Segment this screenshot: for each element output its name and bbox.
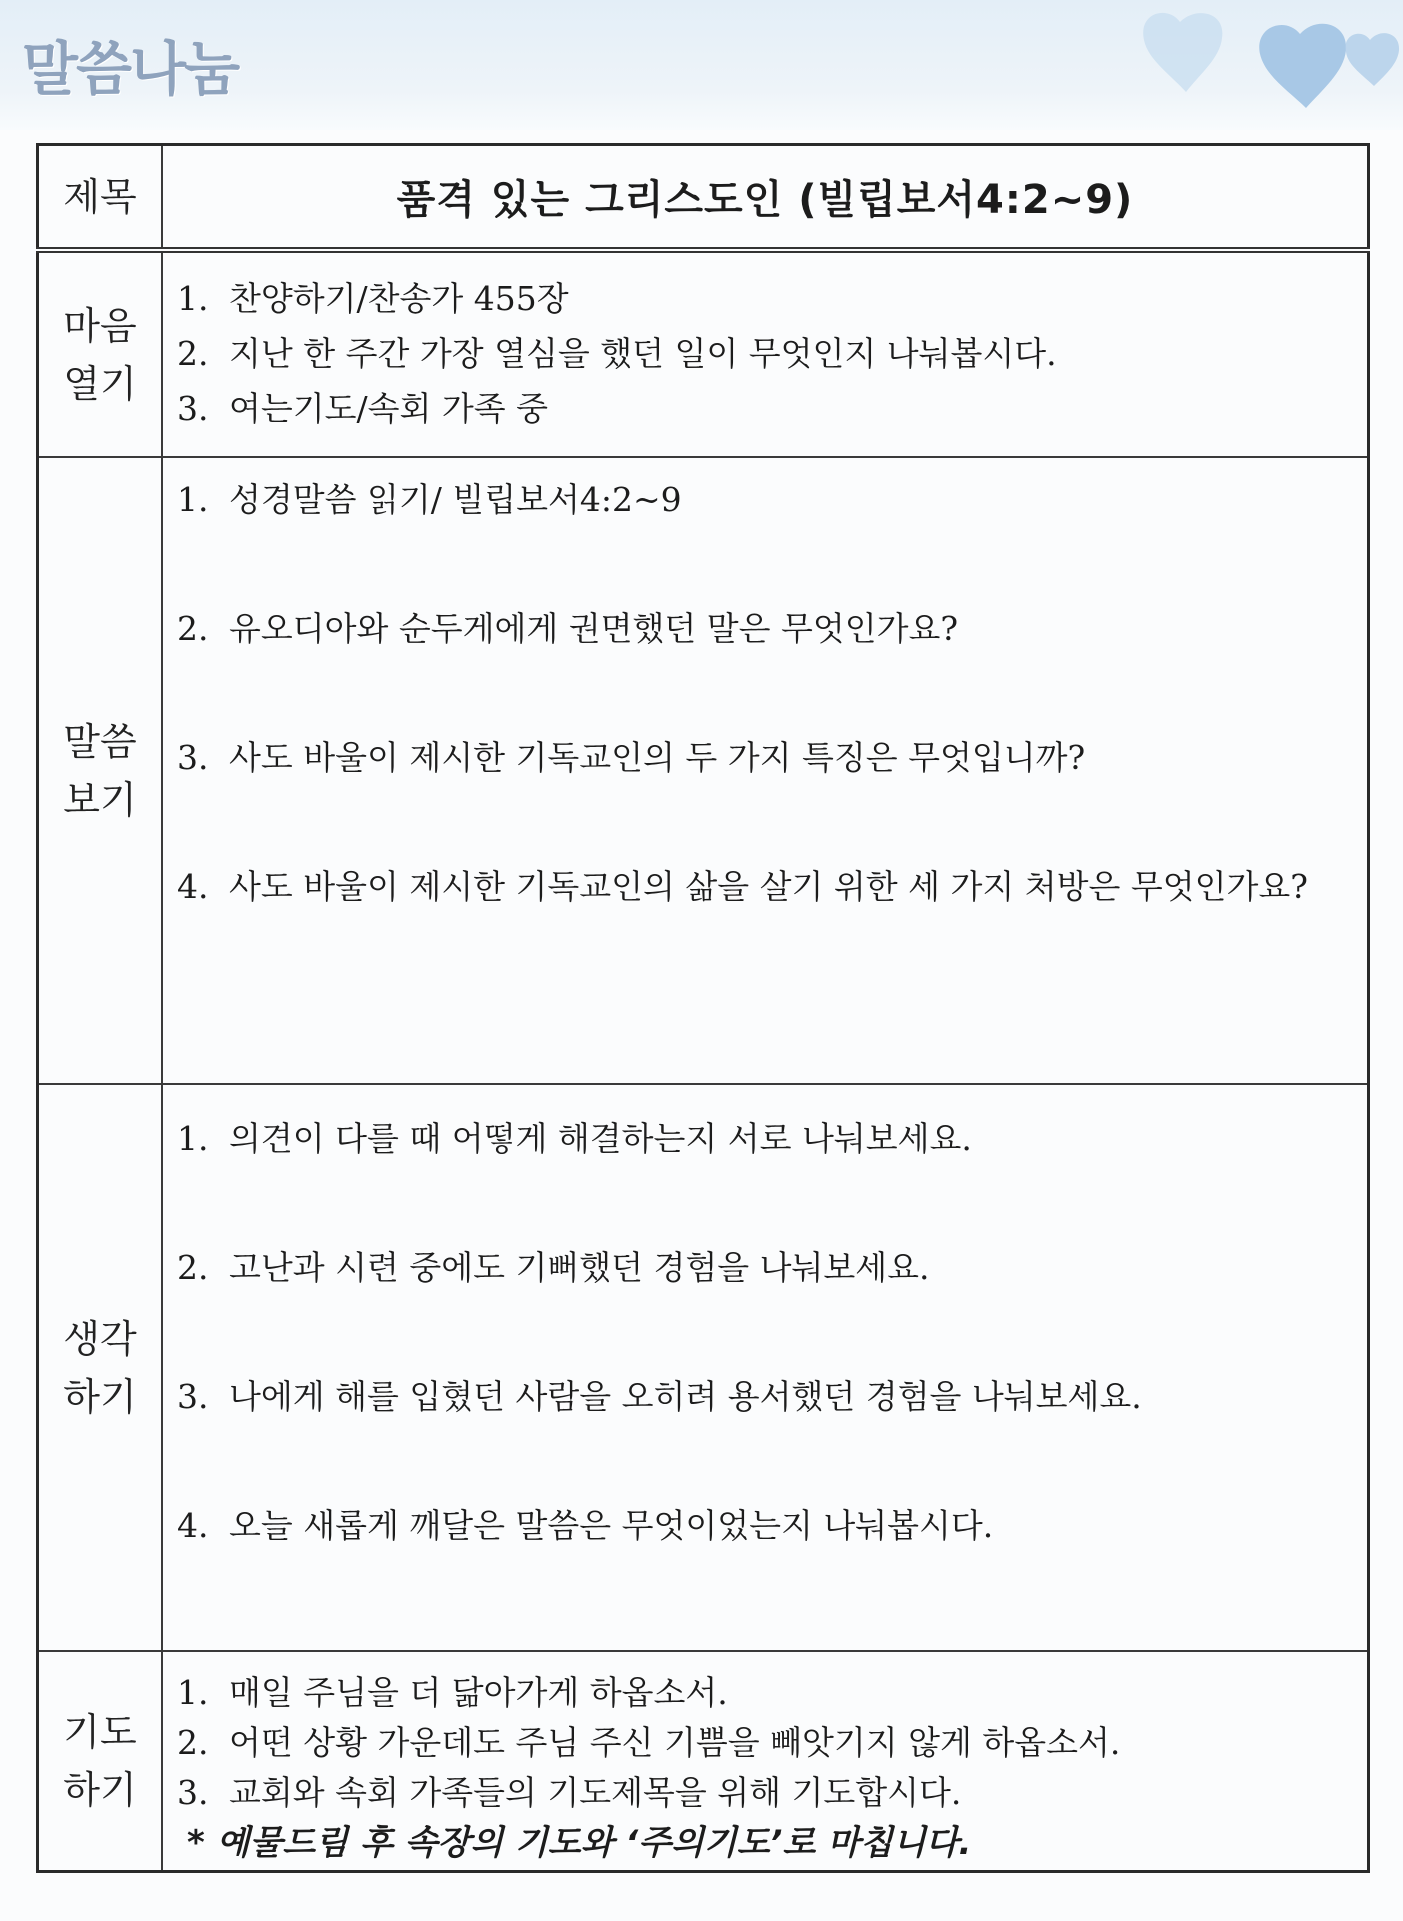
section-open-heart [38, 250, 1369, 457]
list-item [177, 1768, 1367, 1818]
section-label [38, 250, 163, 457]
title-row [38, 145, 1369, 251]
label-line: 하기 [63, 1374, 137, 1419]
item-text: 교회와 속회 가족들의 기도제목을 위해 기도합시다. [229, 1773, 962, 1812]
list-item [177, 1369, 1367, 1424]
item-number: 3. [177, 389, 209, 428]
hearts-decoration-icon [1120, 0, 1403, 130]
item-number: 4. [177, 1506, 209, 1545]
item-number: 1. [177, 1673, 209, 1712]
item-text: 오늘 새롭게 깨달은 말씀은 무엇이었는지 나눠봅시다. [229, 1506, 994, 1545]
section-content [162, 1651, 1369, 1872]
item-text: 나에게 해를 입혔던 사람을 오히려 용서했던 경험을 나눠보세요. [229, 1377, 1142, 1416]
section-prayer [38, 1651, 1369, 1872]
list-item [177, 1498, 1367, 1553]
label-line: 말씀 [63, 719, 137, 764]
list-item [177, 601, 1367, 656]
item-number: 1. [177, 480, 209, 519]
item-text: 고난과 시련 중에도 기뻐했던 경험을 나눠보세요. [229, 1248, 930, 1287]
section-content [162, 1084, 1369, 1651]
item-number: 3. [177, 1377, 209, 1416]
item-text: 사도 바울이 제시한 기독교인의 두 가지 특징은 무엇입니까? [229, 738, 1086, 777]
item-text: 어떤 상황 가운데도 주님 주신 기쁨을 빼앗기지 않게 하옵소서. [229, 1723, 1121, 1762]
item-number: 4. [177, 867, 209, 906]
list-item [177, 326, 1367, 381]
label-line: 하기 [63, 1768, 137, 1812]
label-line: 마음 [63, 303, 137, 348]
item-number: 1. [177, 1119, 209, 1158]
banner-title: 말씀나눔 [22, 35, 239, 103]
list-item [177, 271, 1367, 326]
item-text: 지난 한 주간 가장 열심을 했던 일이 무엇인지 나눠봅시다. [229, 334, 1057, 373]
section-content [162, 457, 1369, 1084]
list-item [177, 1718, 1367, 1768]
list-item [177, 1111, 1367, 1166]
section-reflect [38, 1084, 1369, 1651]
item-text: 유오디아와 순두게에게 권면했던 말은 무엇인가요? [229, 609, 959, 648]
header-banner [0, 0, 1403, 130]
sharing-table [36, 143, 1370, 1873]
item-text: 찬양하기/찬송가 455장 [229, 279, 569, 318]
section-label [38, 457, 163, 1084]
list-item [177, 472, 1367, 527]
label-line: 기도 [63, 1710, 137, 1754]
list-item [177, 1668, 1367, 1718]
item-number: 2. [177, 609, 209, 648]
item-number: 3. [177, 738, 209, 777]
list-item [177, 1240, 1367, 1295]
list-item [177, 859, 1367, 914]
title-label: 제목 [38, 145, 163, 251]
item-text: 의견이 다를 때 어떻게 해결하는지 서로 나눠보세요. [229, 1119, 972, 1158]
section-content [162, 250, 1369, 457]
item-number: 2. [177, 1248, 209, 1287]
item-text: 매일 주님을 더 닮아가게 하옵소서. [229, 1673, 728, 1712]
item-text: 사도 바울이 제시한 기독교인의 삶을 살기 위한 세 가지 처방은 무엇인가요? [229, 867, 1308, 906]
label-line: 열기 [63, 361, 137, 406]
item-number: 2. [177, 334, 209, 373]
list-item [177, 730, 1367, 785]
list-item [177, 381, 1367, 436]
closing-note: * 예물드림 후 속장의 기도와 ‘주의기도’로 마칩니다. [187, 1823, 972, 1863]
item-number: 2. [177, 1723, 209, 1762]
item-text: 성경말씀 읽기/ 빌립보서4:2~9 [229, 480, 682, 519]
sermon-title: 품격 있는 그리스도인 (빌립보서4:2~9) [162, 145, 1369, 251]
section-label [38, 1651, 163, 1872]
label-line: 보기 [63, 777, 137, 822]
section-read-word [38, 457, 1369, 1084]
item-number: 3. [177, 1773, 209, 1812]
label-line: 생각 [63, 1316, 137, 1361]
item-number: 1. [177, 279, 209, 318]
section-label [38, 1084, 163, 1651]
item-text: 여는기도/속회 가족 중 [229, 389, 548, 428]
